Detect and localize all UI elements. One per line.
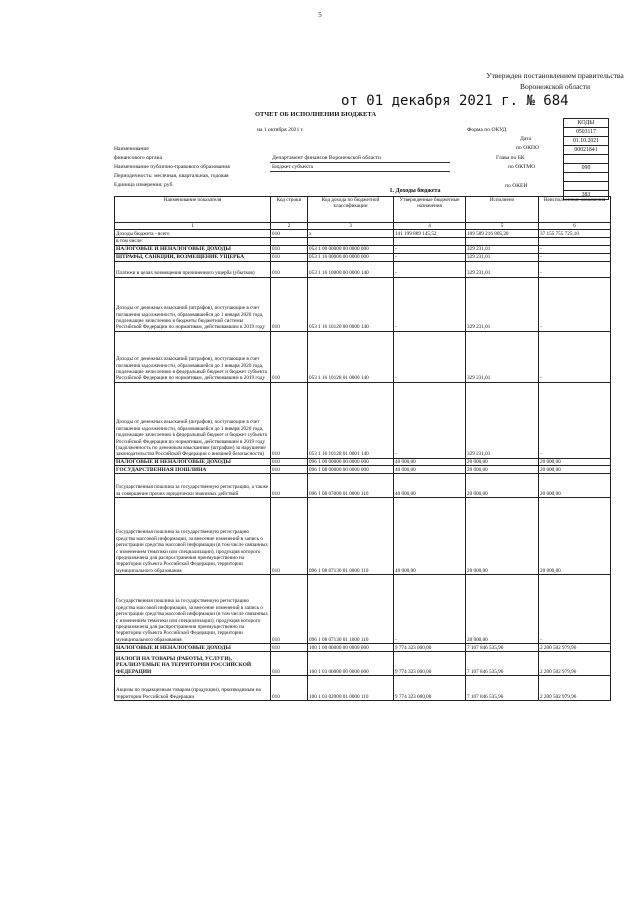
row-kbk: 096 1 08 07130 01 1000 110 (308, 575, 394, 644)
row-line-code: 010 (271, 644, 308, 652)
table-row (115, 466, 611, 474)
table-row (115, 277, 611, 331)
row-executed: 329 231,01 (466, 261, 539, 277)
row-kbk: 053 1 16 00000 00 0000 000 (308, 253, 394, 261)
decree-line: от 01 декабря 2021 г. № 684 (341, 93, 569, 109)
row-unexecuted: 20 000,00 (539, 466, 611, 474)
row-executed: 20 000,00 (466, 474, 539, 498)
label-okud: Форма по ОКУД (467, 127, 507, 133)
row-unexecuted: - (539, 575, 611, 644)
row-line-code: 010 (271, 382, 308, 458)
row-executed: 329 231,01 (466, 245, 539, 253)
row-approved: 40 000,00 (394, 466, 466, 474)
table-row (115, 261, 611, 277)
row-approved: 40 000,00 (394, 458, 466, 465)
row-unexecuted: 37 155 755 725,10 (539, 230, 611, 238)
row-unexecuted: - (539, 261, 611, 277)
table-row (115, 331, 611, 382)
code-okud: 0503117 (564, 128, 609, 137)
row-name: НАЛОГОВЫЕ И НЕНАЛОГОВЫЕ ДОХОДЫ (115, 245, 271, 253)
row-name: Доходы от денежных взысканий (штрафов), поступающие в счет погашения задолженности, образовавшейся до 1 января 2020 года, подлежащие зачислению в бюджеты бюджетной системы Российской Федерации по нормативам, действовавшим в 2019 году (115, 277, 271, 331)
row-line-code: 010 (271, 498, 308, 575)
row-unexecuted: 20 000,00 (539, 474, 611, 498)
row-kbk: 100 1 03 00000 00 0000 000 (308, 652, 394, 676)
row-unexecuted: - (539, 253, 611, 261)
label-periodicity: Периодичность: месячная, квартальная, годовая (114, 173, 229, 179)
row-approved: - (394, 331, 466, 382)
row-unexecuted: 20 000,00 (539, 498, 611, 575)
table-row (115, 676, 611, 701)
row-name: Акцизы по подакцизным товарам (продукции), производимым на территории Российской Федерации (115, 676, 271, 701)
row-name: НАЛОГОВЫЕ И НЕНАЛОГОВЫЕ ДОХОДЫ (115, 458, 271, 465)
col-number: 3 (308, 223, 394, 230)
row-kbk: 053 1 16 10000 00 0000 140 (308, 261, 394, 277)
table-row (115, 253, 611, 261)
col-header-name: Наименование показателя (115, 197, 271, 223)
row-line-code: 010 (271, 245, 308, 253)
row-approved: 9 774 323 000,00 (394, 644, 466, 652)
row-approved: 9 774 323 000,00 (394, 676, 466, 701)
row-name: Доходы от денежных взысканий (штрафов), поступающие в счет погашения задолженности, образовавшейся до 1 января 2020 года, подлежащие зачислению в федеральный бюджет и бюджет субъекта Российской Федерации по нормативам, действовавшим в 2019 году (задолженность по денежным взысканиям (штрафам) за нарушение законодательства Российской Федерации о внешней безопасности) (115, 382, 271, 458)
code-glava: 090 (564, 164, 609, 173)
col-number: 6 (539, 223, 611, 230)
table-row (115, 382, 611, 458)
row-kbk (308, 238, 394, 245)
row-line-code: 010 (271, 253, 308, 261)
col-header-executed: Исполнено (466, 197, 539, 223)
row-approved: - (394, 277, 466, 331)
row-unexecuted: - (539, 382, 611, 458)
label-oktmo: по ОКТМО (508, 164, 536, 170)
table-row (115, 575, 611, 644)
row-line-code: 010 (271, 261, 308, 277)
row-executed: 329 231,01 (466, 253, 539, 261)
code-oktmo (564, 173, 609, 182)
row-name: НАЛОГОВЫЕ И НЕНАЛОГОВЫЕ ДОХОДЫ (115, 644, 271, 652)
row-line-code: 010 (271, 230, 308, 238)
row-approved: - (394, 261, 466, 277)
budget-name: Бюджет субъекта (272, 164, 313, 170)
row-name: Государственная пошлина за государственную регистрацию средства массовой информации, за внесение изменений в запись о регистрации средства массовой информации (в том числе связанных с изменением тематики или специализации), продукция которого предназначена для распространения преимущественно на территории субъекта Российской Федерации, территории муниципального образования (115, 575, 271, 644)
row-kbk: 096 1 08 00000 00 0000 000 (308, 466, 394, 474)
row-approved: - (394, 253, 466, 261)
code-okpo: 00021841 (564, 146, 609, 155)
table-row (115, 238, 611, 245)
row-executed: 329 231,01 (466, 277, 539, 331)
row-kbk: 096 1 00 00000 00 0000 000 (308, 458, 394, 465)
row-line-code: 010 (271, 458, 308, 465)
row-unexecuted (539, 238, 611, 245)
row-kbk: 053 1 16 10128 01 0000 140 (308, 331, 394, 382)
label-date: Дата (520, 136, 532, 142)
row-kbk: x (308, 230, 394, 238)
approval-note: Утвержден постановлением правительства Воронежской области (486, 71, 624, 91)
col-number: 5 (466, 223, 539, 230)
codes-header: КОДЫ (564, 119, 609, 128)
label-glava: Глава по БК (496, 155, 525, 161)
row-line-code: 010 (271, 652, 308, 676)
row-line-code: 010 (271, 466, 308, 474)
row-executed: 7 107 846 535,96 (466, 644, 539, 652)
col-header-kbk: Код дохода по бюджетной классификации (308, 197, 394, 223)
row-unexecuted: 20 000,00 (539, 458, 611, 465)
row-approved: - (394, 382, 466, 458)
col-number: 1 (115, 223, 271, 230)
row-name: Государственная пошлина за государственную регистрацию средства массовой информации, за внесение изменений в запись о регистрации средства массовой информации (в том числе связанных с изменением тематики или специализации), продукция которого предназначена для распространения преимущественно на территории субъекта Российской Федерации, территории муниципального образования (115, 498, 271, 575)
row-kbk: 053 1 16 10128 01 0001 140 (308, 382, 394, 458)
row-executed: 329 231,01 (466, 382, 539, 458)
section-title: 1. Доходы бюджета (389, 188, 441, 194)
row-executed: 20 000,00 (466, 466, 539, 474)
row-unexecuted: - (539, 331, 611, 382)
row-name: Доходы от денежных взысканий (штрафов), поступающие в счет погашения задолженности, образовавшейся до 1 января 2020 года, подлежащие зачислению в федеральный бюджет и бюджет субъекта Российской Федерации по нормативам, действовавшим в 2019 году (115, 331, 271, 382)
income-table (114, 196, 611, 701)
row-unexecuted: 2 200 502 979,96 (539, 676, 611, 701)
row-kbk: 096 1 08 07000 01 0000 110 (308, 474, 394, 498)
row-name: в том числе: (115, 238, 271, 245)
table-row (115, 652, 611, 676)
row-name: Государственная пошлина за государственную регистрацию, а также за совершение прочих юридически значимых действий (115, 474, 271, 498)
row-executed: 20 000,00 (466, 498, 539, 575)
row-line-code: 010 (271, 676, 308, 701)
label-okei: по ОКЕИ (505, 183, 528, 189)
table-row (115, 230, 611, 238)
row-kbk: 096 1 08 07130 01 0000 110 (308, 498, 394, 575)
col-header-line-code: Код строки (271, 197, 308, 223)
row-kbk: 100 1 03 02000 01 0000 110 (308, 676, 394, 701)
col-number: 4 (394, 223, 466, 230)
report-title: ОТЧЕТ ОБ ИСПОЛНЕНИИ БЮДЖЕТА (255, 111, 377, 118)
row-kbk: 100 1 00 00000 00 0000 000 (308, 644, 394, 652)
row-line-code: 010 (271, 575, 308, 644)
table-row (115, 644, 611, 652)
col-header-unexecuted: Неисполненные назначения (539, 197, 611, 223)
row-executed: 109 589 216 805,20 (466, 230, 539, 238)
row-executed: 20 000,00 (466, 458, 539, 465)
row-approved: 9 774 323 000,00 (394, 652, 466, 676)
row-executed (466, 238, 539, 245)
row-line-code: 010 (271, 474, 308, 498)
row-approved: 40 000,00 (394, 474, 466, 498)
col-number: 2 (271, 223, 308, 230)
code-okei: 383 (564, 191, 609, 200)
report-date: на 1 октября 2021 г. (257, 127, 304, 133)
label-name: Наименование (114, 146, 149, 152)
code-blank (564, 155, 609, 164)
row-name: ШТРАФЫ, САНКЦИИ, ВОЗМЕЩЕНИЕ УЩЕРБА (115, 253, 271, 261)
row-name: НАЛОГИ НА ТОВАРЫ (РАБОТЫ, УСЛУГИ), РЕАЛИЗУЕМЫЕ НА ТЕРРИТОРИИ РОССИЙСКОЙ ФЕДЕРАЦИИ (115, 652, 271, 676)
row-approved (394, 238, 466, 245)
row-line-code: 010 (271, 331, 308, 382)
table-row (115, 458, 611, 465)
table-row (115, 245, 611, 253)
row-line-code: 010 (271, 277, 308, 331)
row-unexecuted: - (539, 245, 611, 253)
row-name: ГОСУДАРСТВЕННАЯ ПОШЛИНА (115, 466, 271, 474)
table-row (115, 498, 611, 575)
row-executed: 7 107 846 535,96 (466, 676, 539, 701)
table-row (115, 474, 611, 498)
row-name: Платежи в целях возмещения причиненного ущерба (убытков) (115, 261, 271, 277)
row-unexecuted: 2 200 502 979,96 (539, 652, 611, 676)
label-fin-organ: финансового органа (114, 155, 162, 161)
row-approved: - (394, 575, 466, 644)
label-public-entity: Наименование публично-правового образования (114, 164, 230, 170)
label-okpo: по ОКПО (516, 145, 540, 151)
row-approved: 40 000,00 (394, 498, 466, 575)
row-unexecuted: - (539, 277, 611, 331)
row-kbk: 053 1 16 10120 00 0000 140 (308, 277, 394, 331)
page-number: 5 (318, 11, 322, 19)
label-unit: Единица измерения: руб. (114, 182, 174, 188)
org-name: Департамент финансов Воронежской области (272, 155, 381, 161)
row-approved: - (394, 245, 466, 253)
row-approved: 141 199 889 145,52 (394, 230, 466, 238)
code-date: 01.10.2021 (564, 137, 609, 146)
row-unexecuted: 2 200 502 979,96 (539, 644, 611, 652)
row-line-code (271, 238, 308, 245)
row-executed: 20 000,00 (466, 575, 539, 644)
row-executed: 329 231,01 (466, 331, 539, 382)
col-header-approved: Утвержденные бюджетные назначения (394, 197, 466, 223)
row-executed: 7 107 846 535,96 (466, 652, 539, 676)
row-name: Доходы бюджета - всего (115, 230, 271, 238)
row-kbk: 053 1 00 00000 00 0000 000 (308, 245, 394, 253)
